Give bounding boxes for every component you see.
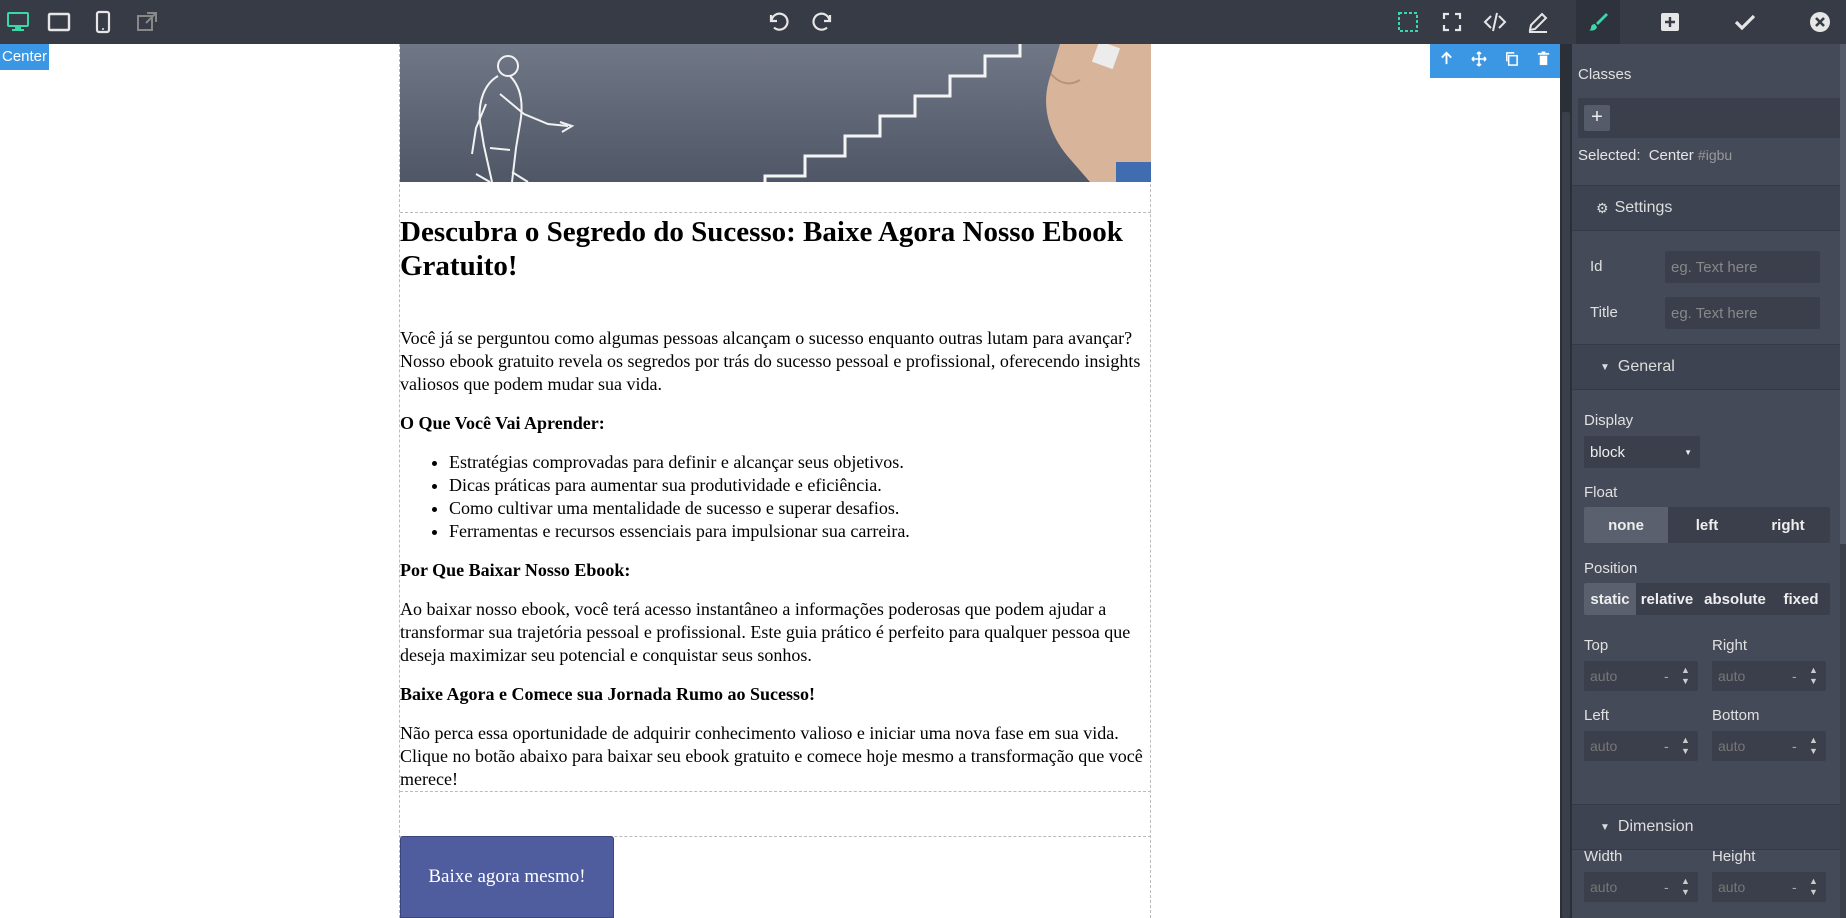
right-label: Right	[1712, 637, 1748, 654]
title-field[interactable]: eg. Text here	[1665, 297, 1820, 329]
dimension-section-header[interactable]	[1572, 804, 1842, 850]
selected-id: #igbu	[1697, 147, 1733, 163]
selected-label: Selected:	[1578, 147, 1641, 164]
selected-info	[1578, 147, 1732, 164]
top-label: Top	[1584, 637, 1609, 654]
move-icon[interactable]	[1466, 51, 1492, 72]
position-absolute-option[interactable]: absolute	[1704, 590, 1766, 608]
left-label: Left	[1584, 707, 1610, 724]
caret-down-icon: ▼	[1600, 821, 1610, 833]
list-item: • Ferramentas e recursos essenciais para impulsionar sua carreira.	[449, 520, 1151, 543]
id-label: Id	[1590, 258, 1603, 275]
float-right-option[interactable]: right	[1771, 516, 1805, 534]
float-label: Float	[1584, 484, 1618, 501]
height-label: Height	[1712, 848, 1756, 865]
display-value: block	[1590, 443, 1626, 461]
chevron-down-icon: ▼	[1684, 447, 1692, 457]
position-label: Position	[1584, 560, 1638, 577]
bottom-label: Bottom	[1712, 707, 1760, 724]
id-field[interactable]: eg. Text here	[1665, 251, 1820, 283]
stepper-arrows-icon[interactable]: ▲ ▼	[1681, 876, 1690, 897]
right-input[interactable]	[1712, 661, 1826, 691]
top-unit: -	[1664, 668, 1669, 684]
settings-section-header[interactable]	[1572, 185, 1842, 231]
close-circle-icon[interactable]	[1802, 4, 1838, 40]
title-label: Title	[1590, 304, 1618, 321]
height-value: auto	[1718, 879, 1746, 895]
dimension-label: Dimension	[1617, 818, 1694, 835]
why-heading: Por Que Baixar Nosso Ebook:	[400, 560, 631, 580]
position-radio-group	[1584, 583, 1830, 615]
display-label: Display	[1584, 412, 1634, 429]
pencil-icon[interactable]	[1520, 4, 1556, 40]
float-left-option[interactable]: left	[1695, 516, 1719, 534]
paint-brush-icon[interactable]	[1576, 0, 1620, 44]
undo-icon[interactable]	[760, 4, 796, 40]
stepper-arrows-icon[interactable]: ▲ ▼	[1681, 735, 1690, 756]
classes-label: Classes	[1578, 66, 1632, 83]
width-value: auto	[1590, 879, 1618, 895]
general-section-header[interactable]	[1572, 344, 1842, 390]
learn-heading: O Que Você Vai Aprender:	[400, 413, 605, 433]
content-section[interactable]	[400, 212, 1151, 792]
right-unit: -	[1792, 668, 1797, 684]
width-unit: -	[1664, 879, 1669, 895]
intro-paragraph: Você já se perguntou como algumas pessoas alcançam o sucesso enquanto outras lutam para avançar? Nosso ebook gratuito revela os segredos por trás do sucesso pessoal e profissional, oferecendo insights valiosos que podem mudar sua vida.	[400, 328, 1141, 394]
bottom-unit: -	[1792, 738, 1797, 754]
redo-icon[interactable]	[805, 4, 841, 40]
desktop-icon[interactable]	[0, 4, 36, 40]
canvas-scrollbar[interactable]	[1560, 44, 1572, 918]
stepper-arrows-icon[interactable]: ▲ ▼	[1681, 665, 1690, 686]
why-paragraph: Ao baixar nosso ebook, você terá acesso instantâneo a informações poderosas que podem ajudar a transformar sua trajetória pessoal e profissional. Este guia prático é perfeito para qualquer pessoa que deseja maximizar seu potencial e conquistar seus sonhos.	[400, 599, 1131, 665]
check-icon[interactable]	[1727, 4, 1763, 40]
delete-icon[interactable]	[1531, 51, 1557, 71]
style-manager-panel	[1572, 44, 1846, 918]
selected-component-badge: Center	[0, 44, 49, 70]
selected-name: Center	[1648, 147, 1694, 164]
width-label: Width	[1584, 848, 1623, 865]
general-label: General	[1617, 358, 1675, 375]
add-class-button[interactable]: +	[1584, 105, 1610, 131]
caret-down-icon: ▼	[1600, 361, 1610, 373]
settings-label: Settings	[1614, 199, 1673, 216]
list-item: • Como cultivar uma mentalidade de sucesso e superar desafios.	[449, 497, 1151, 520]
height-unit: -	[1792, 879, 1797, 895]
stepper-arrows-icon[interactable]: ▲ ▼	[1809, 876, 1818, 897]
position-static-option[interactable]: static	[1584, 583, 1636, 615]
top-value: auto	[1590, 668, 1618, 684]
arrow-up-icon[interactable]	[1433, 51, 1459, 71]
left-value: auto	[1590, 738, 1618, 754]
sw-visibility-icon[interactable]	[1390, 4, 1426, 40]
left-unit: -	[1664, 738, 1669, 754]
code-icon[interactable]	[1477, 4, 1513, 40]
width-input[interactable]	[1584, 872, 1698, 902]
external-link-icon[interactable]	[129, 4, 165, 40]
float-radio-group	[1584, 507, 1830, 543]
page-title: Descubra o Segredo do Sucesso: Baixe Agora Nosso Ebook Gratuito!	[400, 216, 1123, 282]
cta-heading: Baixe Agora e Comece sua Jornada Rumo ao Sucesso!	[400, 684, 815, 704]
height-input[interactable]	[1712, 872, 1826, 902]
display-select[interactable]	[1584, 436, 1700, 468]
list-item: • Estratégias comprovadas para definir e alcançar seus objetivos.	[449, 451, 1151, 474]
bottom-input[interactable]	[1712, 731, 1826, 761]
position-fixed-option[interactable]: fixed	[1783, 590, 1819, 608]
stepper-arrows-icon[interactable]: ▲ ▼	[1809, 665, 1818, 686]
top-input[interactable]	[1584, 661, 1698, 691]
component-toolbar	[1430, 44, 1560, 78]
hero-image[interactable]	[400, 44, 1151, 182]
gear-icon: ⚙	[1596, 199, 1609, 216]
cta-paragraph: Não perca essa oportunidade de adquirir conhecimento valioso e iniciar uma nova fase em sua vida. Clique no botão abaixo para baixar seu ebook gratuito e comece hoje mesmo a transformação que você merece!	[400, 723, 1143, 789]
plus-square-icon[interactable]	[1652, 4, 1688, 40]
page-wrapper[interactable]	[399, 44, 1151, 918]
right-value: auto	[1718, 668, 1746, 684]
tablet-icon[interactable]	[41, 4, 77, 40]
stepper-arrows-icon[interactable]: ▲ ▼	[1809, 735, 1818, 756]
bottom-value: auto	[1718, 738, 1746, 754]
list-item: • Dicas práticas para aumentar sua produtividade e eficiência.	[449, 474, 1151, 497]
download-button[interactable]: Baixe agora mesmo!	[400, 836, 614, 918]
left-input[interactable]	[1584, 731, 1698, 761]
classes-container	[1578, 98, 1840, 138]
fullscreen-icon[interactable]	[1434, 4, 1470, 40]
mobile-icon[interactable]	[85, 4, 121, 40]
clone-icon[interactable]	[1498, 51, 1524, 71]
learn-list	[400, 451, 1151, 543]
position-relative-option[interactable]: relative	[1640, 590, 1694, 608]
panel-scrollbar[interactable]	[1840, 44, 1846, 918]
top-toolbar	[0, 0, 1846, 44]
float-none-option[interactable]: none	[1584, 507, 1668, 543]
